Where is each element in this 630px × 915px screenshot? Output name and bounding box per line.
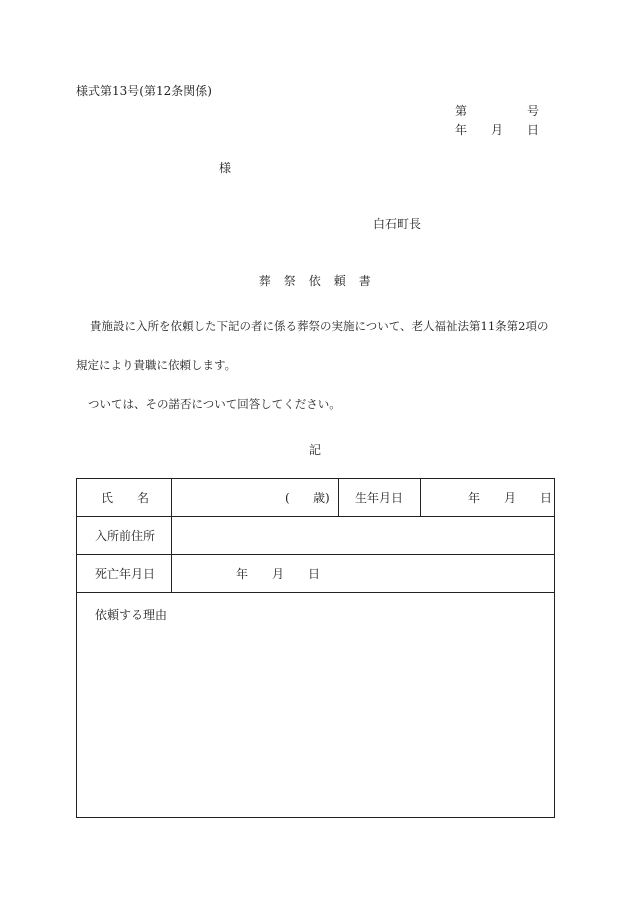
date-day: 日 [527, 123, 540, 137]
age-open-paren: ( [285, 491, 290, 505]
column-divider [338, 479, 339, 516]
birth-year: 年 [468, 491, 481, 505]
reason-label: 依頼する理由 [95, 608, 168, 622]
body-paragraph-2: 規定により貴職に依頼します。 [76, 358, 237, 372]
birthdate-label: 生年月日 [355, 491, 404, 505]
body-paragraph-3: ついては、その諾否について回答してください。 [88, 397, 341, 411]
ki-heading: 記 [308, 443, 321, 457]
sender: 白石町長 [373, 217, 422, 231]
document-title: 葬 祭 依 頼 書 [258, 274, 372, 288]
death-date-label: 死亡年月日 [95, 567, 156, 581]
birth-day: 日 [540, 491, 553, 505]
date-month: 月 [491, 123, 504, 137]
row-divider [77, 554, 554, 555]
addressee-suffix: 様 [219, 161, 232, 175]
body-paragraph-1: 貴施設に入所を依頼した下記の者に係る葬祭の実施について、老人福祉法第11条第2項の [90, 319, 549, 333]
doc-number-dai: 第 [455, 104, 468, 118]
death-year: 年 [236, 567, 249, 581]
death-day: 日 [308, 567, 321, 581]
row-divider [77, 516, 554, 517]
record-table [76, 478, 555, 818]
column-divider [420, 479, 421, 516]
form-number: 様式第13号(第12条関係) [76, 84, 212, 98]
doc-number-go: 号 [527, 104, 540, 118]
column-divider [171, 479, 172, 592]
name-label: 氏 名 [101, 491, 150, 505]
age-unit: 歳) [313, 491, 330, 505]
row-divider [77, 592, 554, 593]
prior-address-label: 入所前住所 [95, 529, 156, 543]
birth-month: 月 [504, 491, 517, 505]
date-year: 年 [455, 123, 468, 137]
death-month: 月 [272, 567, 285, 581]
